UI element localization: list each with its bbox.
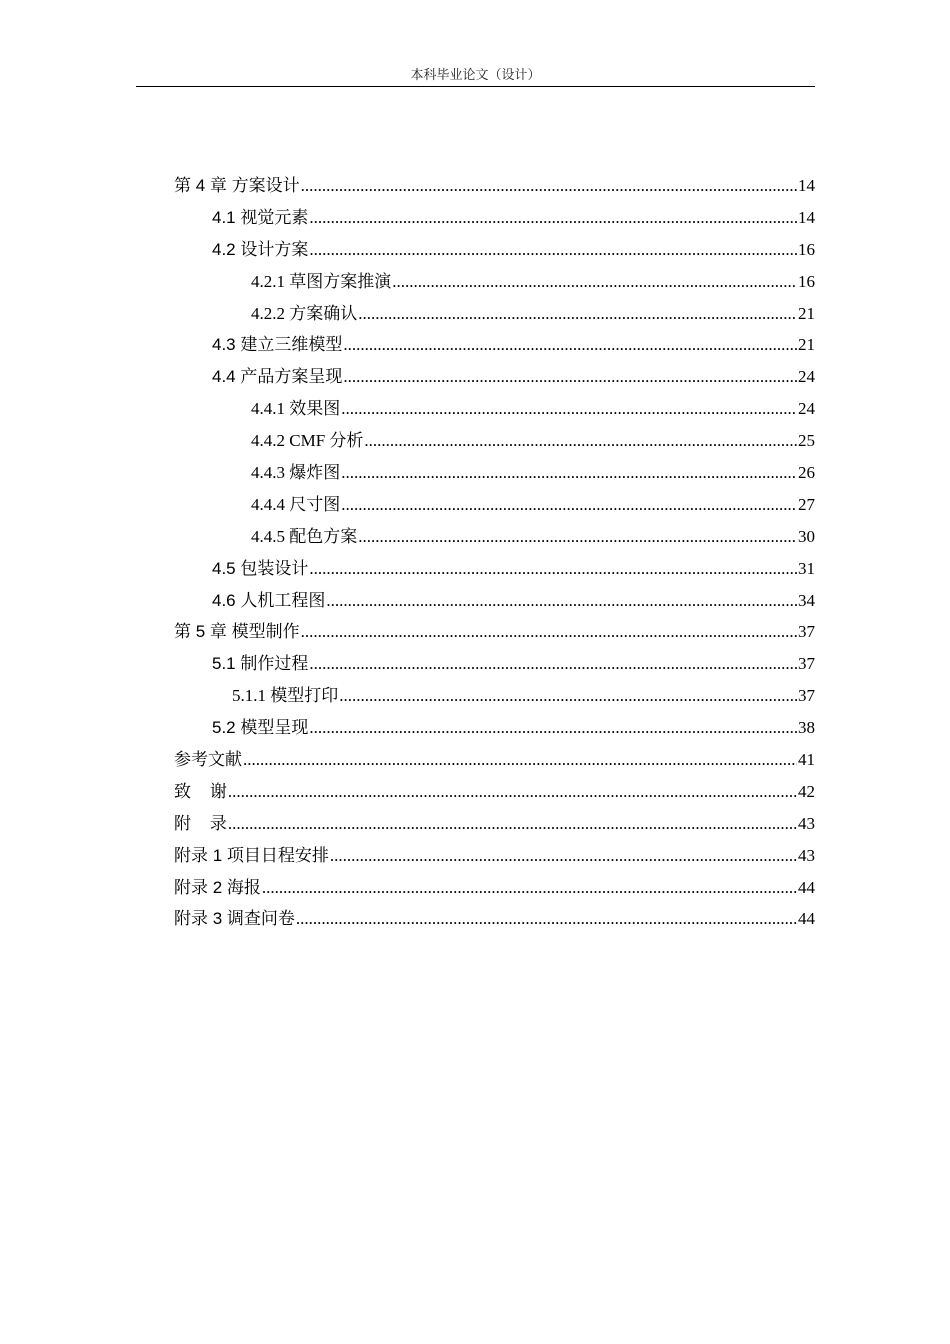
toc-entry-label: 第 5 章 模型制作 [174, 622, 300, 642]
toc-entry-label: 附录 2 海报 [174, 877, 261, 897]
toc-entry-label: 4.2.2 方案确认 [251, 303, 358, 323]
table-of-contents [174, 171, 815, 936]
toc-entry-appendix[interactable] [174, 809, 815, 841]
toc-entry-4-2[interactable] [174, 235, 815, 267]
toc-entry-appendix-2[interactable] [174, 873, 815, 905]
toc-entry-label: 4.4.2 CMF 分析 [251, 431, 364, 451]
toc-entry-label: 致 谢 [174, 781, 227, 801]
toc-entry-label: 附录 1 项目日程安排 [174, 845, 329, 865]
toc-entry-page: 37 [798, 686, 815, 706]
page-header [136, 66, 815, 87]
toc-entry-label: 5.1.1 模型打印 [232, 686, 339, 706]
dot-leader [309, 559, 797, 579]
toc-entry-4-6[interactable] [174, 586, 815, 618]
toc-entry-appendix-3[interactable] [174, 904, 815, 936]
toc-entry-page: 24 [798, 399, 815, 419]
toc-entry-5-1[interactable] [174, 649, 815, 681]
toc-entry-page: 44 [798, 877, 815, 897]
dot-leader [228, 782, 797, 802]
toc-entry-4-4[interactable] [174, 362, 815, 394]
dot-leader [309, 654, 797, 674]
toc-entry-page: 43 [798, 813, 815, 833]
toc-entry-page: 42 [798, 781, 815, 801]
toc-entry-label: 附 录 [174, 813, 227, 833]
toc-entry-label: 4.2.1 草图方案推演 [251, 271, 392, 291]
toc-entry-label: 附录 3 调查问卷 [174, 909, 295, 929]
toc-entry-5-1-1[interactable] [174, 681, 815, 713]
toc-entry-page: 21 [798, 335, 815, 355]
dot-leader [343, 367, 797, 387]
dot-leader [301, 176, 797, 196]
toc-entry-page: 24 [798, 367, 815, 387]
dot-leader [341, 495, 797, 515]
toc-entry-4-4-2[interactable] [174, 426, 815, 458]
dot-leader [309, 718, 797, 738]
toc-entry-5-2[interactable] [174, 713, 815, 745]
toc-entry-page: 14 [798, 176, 815, 195]
toc-entry-label: 4.4.5 配色方案 [251, 526, 358, 546]
toc-entry-label: 4.4.1 效果图 [251, 399, 341, 419]
toc-entry-chapter-4[interactable] [174, 171, 815, 203]
dot-leader [296, 909, 797, 929]
toc-entry-4-2-2[interactable] [174, 299, 815, 331]
toc-entry-label: 参考文献 [174, 750, 242, 770]
toc-entry-page: 34 [798, 590, 815, 610]
toc-entry-chapter-5[interactable] [174, 617, 815, 649]
toc-entry-4-4-3[interactable] [174, 458, 815, 490]
toc-entry-4-1[interactable] [174, 203, 815, 235]
toc-entry-page: 16 [798, 271, 815, 291]
toc-entry-label: 4.1 视觉元素 [212, 207, 309, 227]
toc-entry-4-2-1[interactable] [174, 267, 815, 299]
toc-entry-page: 26 [798, 463, 815, 483]
toc-entry-acknowledgements[interactable] [174, 777, 815, 809]
dot-leader [326, 591, 797, 611]
dot-leader [358, 527, 797, 547]
toc-entry-label: 4.4 产品方案呈现 [212, 367, 343, 387]
toc-entry-4-4-5[interactable] [174, 522, 815, 554]
toc-entry-page: 37 [798, 654, 815, 674]
dot-leader [309, 240, 797, 260]
toc-entry-page: 16 [798, 239, 815, 259]
toc-entry-label: 5.1 制作过程 [212, 654, 309, 674]
toc-entry-page: 37 [798, 622, 815, 642]
toc-entry-references[interactable] [174, 745, 815, 777]
toc-entry-page: 43 [798, 845, 815, 865]
toc-entry-label: 4.2 设计方案 [212, 239, 309, 259]
dot-leader [341, 399, 797, 419]
toc-entry-4-4-4[interactable] [174, 490, 815, 522]
toc-entry-label: 4.5 包装设计 [212, 558, 309, 578]
dot-leader [392, 272, 797, 292]
toc-entry-label: 4.4.4 尺寸图 [251, 494, 341, 514]
toc-entry-label: 4.3 建立三维模型 [212, 335, 343, 355]
dot-leader [358, 304, 797, 324]
dot-leader [330, 846, 797, 866]
toc-entry-page: 27 [798, 494, 815, 514]
toc-entry-label: 4.4.3 爆炸图 [251, 463, 341, 483]
toc-entry-page: 30 [798, 526, 815, 546]
dot-leader [341, 463, 797, 483]
toc-entry-4-5[interactable] [174, 554, 815, 586]
toc-entry-page: 21 [798, 303, 815, 323]
toc-entry-4-3[interactable] [174, 330, 815, 362]
dot-leader [228, 814, 797, 834]
dot-leader [343, 335, 797, 355]
toc-entry-page: 25 [798, 431, 815, 451]
toc-entry-page: 31 [798, 558, 815, 578]
toc-entry-label: 4.6 人机工程图 [212, 590, 326, 610]
toc-entry-page: 38 [798, 718, 815, 738]
toc-entry-4-4-1[interactable] [174, 394, 815, 426]
dot-leader [364, 431, 797, 451]
toc-entry-page: 44 [798, 909, 815, 929]
dot-leader [262, 878, 797, 898]
dot-leader [339, 686, 797, 706]
dot-leader [301, 622, 797, 642]
dot-leader [243, 750, 797, 770]
toc-entry-page: 14 [798, 207, 815, 227]
toc-entry-appendix-1[interactable] [174, 841, 815, 873]
toc-entry-page: 41 [798, 750, 815, 770]
header-title: 本科毕业论文（设计） [410, 67, 541, 82]
toc-entry-label: 第 4 章 方案设计 [174, 176, 300, 195]
dot-leader [309, 208, 797, 228]
toc-entry-label: 5.2 模型呈现 [212, 718, 309, 738]
